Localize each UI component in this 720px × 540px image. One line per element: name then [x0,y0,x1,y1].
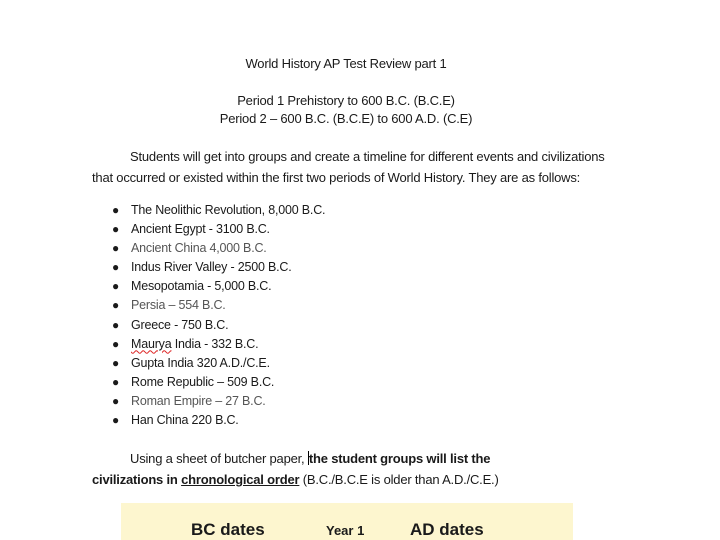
list-item: ● Han China 220 B.C. [112,411,325,430]
list-item: ● Gupta India 320 A.D./C.E. [112,354,325,373]
list-item: ● Indus River Valley - 2500 B.C. [112,258,325,277]
timeline-table-header [121,503,573,540]
period-1-line: Period 1 Prehistory to 600 B.C. (B.C.E) [237,93,455,108]
bullet-icon: ● [112,279,120,294]
list-item: ● Mesopotamia - 5,000 B.C. [112,277,325,296]
intro-line-1: Students will get into groups and create a timeline for different events and civilizations [130,149,605,164]
list-item: ● Persia – 554 B.C. [112,296,325,315]
bullet-icon: ● [112,355,120,370]
bullet-icon: ● [112,241,120,256]
intro-line-2: that occurred or existed within the first two periods of World History. They are as follows: [92,170,581,185]
year-1-header: Year 1 [326,523,365,538]
instructions-paragraph: Using a sheet of butcher paper, the student groups will list the civilizations in chronological order (B.C./B.C.E is older than A.D./C.E.) [92,451,499,487]
period-2-line: Period 2 – 600 B.C. (B.C.E) to 600 A.D. (C.E) [219,111,473,126]
bc-dates-header: BC dates [191,520,265,539]
bullet-icon: ● [112,336,120,351]
bullet-icon: ● [112,298,120,313]
list-item: ● Roman Empire – 27 B.C. [112,392,325,411]
bullet-icon: ● [112,260,120,275]
bullet-icon: ● [112,203,120,217]
bullet-icon: ● [112,374,120,389]
bullet-icon: ● [112,317,120,332]
civilization-list [112,201,325,430]
spellcheck-word: Maurya [131,336,172,351]
list-item: ● Greece - 750 B.C. [112,316,325,335]
document-title: World History AP Test Review part 1 [245,56,447,71]
bullet-icon: ● [112,393,120,408]
list-item: ● The Neolithic Revolution, 8,000 B.C. [112,201,325,220]
list-item: ● Rome Republic – 509 B.C. [112,373,325,392]
bullet-icon: ● [112,413,120,428]
list-item: ● Ancient China 4,000 B.C. [112,239,325,258]
bullet-icon: ● [112,222,120,237]
intro-paragraph [92,146,632,188]
ad-dates-header: AD dates [410,520,484,539]
list-item: ● Maurya India - 332 B.C. [112,335,325,354]
list-item: ● Ancient Egypt - 3100 B.C. [112,220,325,239]
